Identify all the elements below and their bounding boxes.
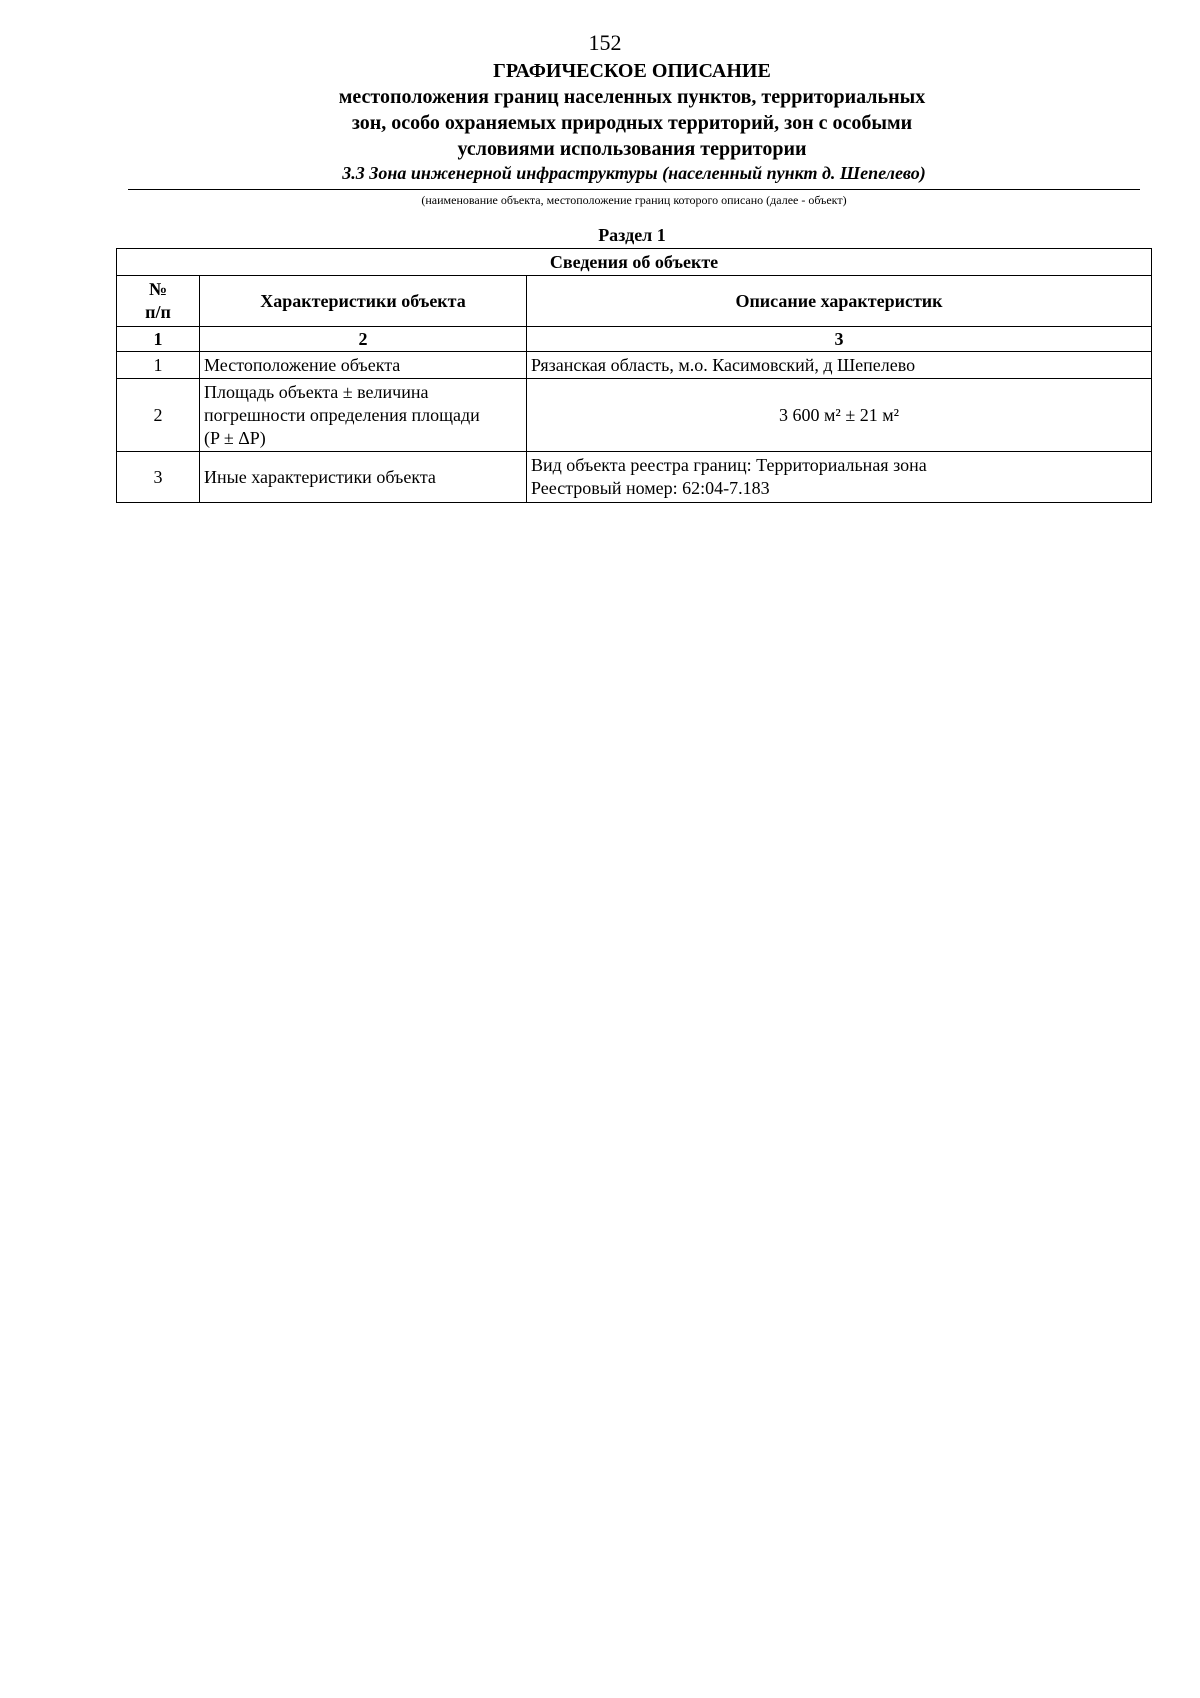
- description-line: Вид объекта реестра границ: Территориальная зона: [531, 455, 927, 475]
- header-characteristics: Характеристики объекта: [200, 276, 527, 327]
- characteristic-line: (P ± ΔP): [204, 427, 266, 448]
- column-number: 2: [200, 327, 527, 352]
- table-header-row: [117, 276, 1152, 327]
- table-row: [117, 352, 1152, 379]
- row-number: 2: [117, 379, 200, 452]
- header-num-line: №: [148, 279, 168, 299]
- document-subtitle: [200, 84, 1064, 162]
- table-row: [117, 452, 1152, 503]
- row-description: [527, 452, 1152, 503]
- characteristic-line: погрешности определения площади: [204, 404, 480, 425]
- table-caption-row: [117, 249, 1152, 276]
- column-number: 3: [527, 327, 1152, 352]
- subtitle-line: зон, особо охраняемых природных территорий, зон с особыми: [351, 112, 913, 134]
- row-description: Рязанская область, м.о. Касимовский, д Шепелево: [527, 352, 1152, 379]
- table-caption: Сведения об объекте: [117, 249, 1152, 276]
- description-line: Реестровый номер: 62:04-7.183: [531, 478, 770, 498]
- object-info-table: [116, 248, 1152, 503]
- row-characteristic: Местоположение объекта: [200, 352, 527, 379]
- row-characteristic: [200, 379, 527, 452]
- column-number: 1: [117, 327, 200, 352]
- object-name-underline: [128, 189, 1140, 190]
- object-name: 3.3 Зона инженерной инфраструктуры (населенный пункт д. Шепелево): [342, 163, 926, 183]
- page-number: 152: [588, 30, 622, 55]
- section-title: Раздел 1: [598, 225, 666, 245]
- row-characteristic: Иные характеристики объекта: [200, 452, 527, 503]
- row-number: 3: [117, 452, 200, 503]
- row-description: 3 600 м² ± 21 м²: [527, 379, 1152, 452]
- header-description: Описание характеристик: [527, 276, 1152, 327]
- subtitle-line: условиями использования территории: [457, 138, 807, 160]
- object-caption: (наименование объекта, местоположение границ которого описано (далее - объект): [421, 193, 847, 207]
- document-title: ГРАФИЧЕСКОЕ ОПИСАНИЕ: [493, 60, 771, 82]
- row-number: 1: [117, 352, 200, 379]
- header-num-line: п/п: [145, 302, 171, 322]
- header-num: [117, 276, 200, 327]
- characteristic-line: Площадь объекта ± величина: [204, 381, 429, 402]
- subtitle-line: местоположения границ населенных пунктов, территориальных: [338, 86, 926, 108]
- table-row: [117, 379, 1152, 452]
- column-number-row: [117, 327, 1152, 352]
